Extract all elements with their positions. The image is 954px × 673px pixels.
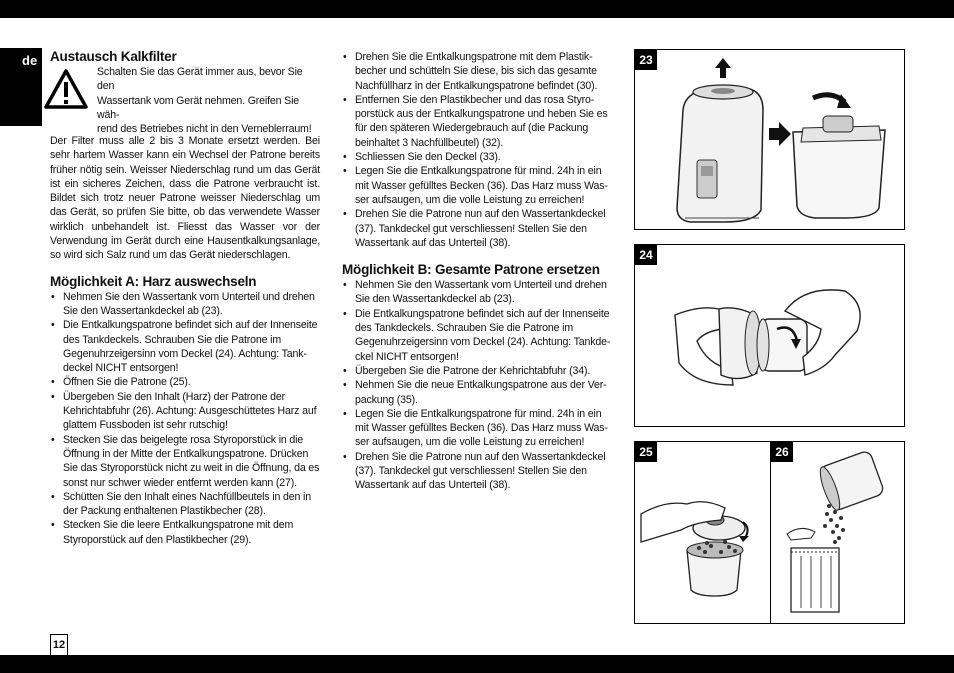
figure-25 bbox=[634, 441, 772, 624]
list-item: • Nehmen Sie den Wassertank vom Unterteil und drehen Sie den Wassertankdeckel ab (23). bbox=[342, 278, 612, 307]
option-a-list bbox=[50, 290, 320, 547]
list-item: • Nehmen Sie die neue Entkalkungspatrone aus der Verpackung (35). bbox=[342, 378, 612, 407]
list-item: • Drehen Sie die Patrone nun auf den Wassertankdeckel (37). Tankdeckel gut verschliessen! Stellen Sie den Wassertank auf das Unterteil (38). bbox=[342, 450, 612, 493]
figure-number: 24 bbox=[635, 245, 657, 265]
list-item: • Übergeben Sie die Patrone der Kehrichtabfuhr (34). bbox=[342, 364, 612, 378]
unscrew-cartridge-illustration bbox=[635, 245, 904, 426]
steps-list bbox=[342, 50, 612, 250]
warning-triangle-icon bbox=[44, 69, 88, 109]
list-item: • Legen Sie die Entkalkungspatrone für mind. 24h in ein mit Wasser gefülltes Becken (36). Das Harz muss Wasser aufsaugen, um die volle Leistung zu erreichen! bbox=[342, 407, 612, 450]
list-item: • Drehen Sie die Patrone nun auf den Wassertankdeckel (37). Tankdeckel gut verschliessen! Stellen Sie den Wassertank auf das Unterteil (38). bbox=[342, 207, 612, 250]
warning-line: Schalten Sie das Gerät immer aus, bevor Sie den bbox=[97, 66, 303, 93]
filter-paragraph: Der Filter muss alle 2 bis 3 Monate ersetzt werden. Bei sehr hartem Wasser kann ein Wechsel der Patrone bereits früher nötig sein. Weisser Niederschlag rund um das Gerät ist ein sicheres Zeichen, dass die Patrone verbraucht ist. Bildet sich trotz neuer Patrone weisser Niederschlag um das Gerät, so prüfen Sie bitte, ob das verwendete Wasser wirklich unbehandelt ist. Fliesst das Wasser vor der Verwendung im Gerät durch eine Hausentkalkungsanlage, so wird sich Salz rund um das Gerät niederschlagen. bbox=[50, 135, 320, 262]
page-number: 12 bbox=[50, 634, 68, 655]
left-column bbox=[50, 49, 320, 547]
option-b-list bbox=[342, 278, 612, 492]
dispose-resin-illustration bbox=[771, 442, 904, 623]
figure-23 bbox=[634, 49, 905, 230]
figure-number: 25 bbox=[635, 442, 657, 462]
figure-number: 23 bbox=[635, 50, 657, 70]
warning-line: rend des Betriebes nicht in den Verneblerraum! bbox=[97, 123, 312, 136]
figure-number: 26 bbox=[771, 442, 793, 462]
warning-block bbox=[50, 65, 320, 136]
list-item: • Schütten Sie den Inhalt eines Nachfüllbeutels in den in der Packung enthaltenen Plastikbecher (28). bbox=[50, 490, 320, 519]
list-item: • Übergeben Sie den Inhalt (Harz) der Patrone der Kehrichtabfuhr (26). Achtung: Ausgeschüttetes Harz auf glattem Fussboden ist sehr rutschig! bbox=[50, 390, 320, 433]
list-item: • Nehmen Sie den Wassertank vom Unterteil und drehen Sie den Wassertankdeckel ab (23). bbox=[50, 290, 320, 319]
middle-column bbox=[342, 50, 612, 493]
option-a-heading: Möglichkeit A: Harz auswechseln bbox=[50, 273, 257, 289]
figure-24 bbox=[634, 244, 905, 427]
section-heading-kalkfilter: Austausch Kalkfilter bbox=[50, 49, 177, 64]
open-cartridge-illustration bbox=[635, 442, 771, 623]
list-item: • Drehen Sie die Entkalkungspatrone mit dem Plastikbecher und schütteln Sie diese, bis sich das gesamte Nachfüllharz in der Entkalkungspatrone befindet (30). bbox=[342, 50, 612, 93]
warning-line: Wassertank vom Gerät nehmen. Greifen Sie wäh- bbox=[97, 94, 300, 121]
list-item: • Öffnen Sie die Patrone (25). bbox=[50, 375, 320, 389]
list-item: • Legen Sie die Entkalkungspatrone für mind. 24h in ein mit Wasser gefülltes Becken (36). Das Harz muss Wasser aufsaugen, um die volle Leistung zu erreichen! bbox=[342, 164, 612, 207]
list-item: • Die Entkalkungspatrone befindet sich auf der Innenseite des Tankdeckels. Schrauben Sie die Patrone im Gegenuhrzeigersinn vom Deckel (24). Achtung: Tankdeckel NICHT entsorgen! bbox=[342, 307, 612, 364]
list-item: • Stecken Sie das beigelegte rosa Styroporstück in die Öffnung in der Mitte der Entkalkungspatrone. Drücken Sie das Styroporstück nicht zu weit in die Öffnung, da es sonst nur schwer wieder entfernt werden kann (27). bbox=[50, 433, 320, 490]
figure-26 bbox=[770, 441, 905, 624]
list-item: • Entfernen Sie den Plastikbecher und das rosa Styroporstück aus der Entkalkungspatrone und heben Sie es für den späteren Wiedergebrauch auf (die Packung beinhaltet 3 Nachfüllbeutel) (32). bbox=[342, 93, 612, 150]
list-item: • Schliessen Sie den Deckel (33). bbox=[342, 150, 612, 164]
list-item: • Die Entkalkungspatrone befindet sich auf der Innenseite des Tankdeckels. Schrauben Sie die Patrone im Gegenuhrzeigersinn vom Deckel (24). Achtung: Tankdeckel NICHT entsorgen! bbox=[50, 318, 320, 375]
warning-text bbox=[97, 65, 321, 136]
humidifier-illustration bbox=[635, 50, 904, 229]
option-b-heading: Möglichkeit B: Gesamte Patrone ersetzen bbox=[342, 262, 600, 278]
top-bar bbox=[0, 0, 954, 18]
bottom-bar bbox=[0, 655, 954, 673]
language-label: de bbox=[22, 53, 38, 68]
list-item: • Stecken Sie die leere Entkalkungspatrone mit dem Styroporstück auf den Plastikbecher (29). bbox=[50, 518, 320, 547]
